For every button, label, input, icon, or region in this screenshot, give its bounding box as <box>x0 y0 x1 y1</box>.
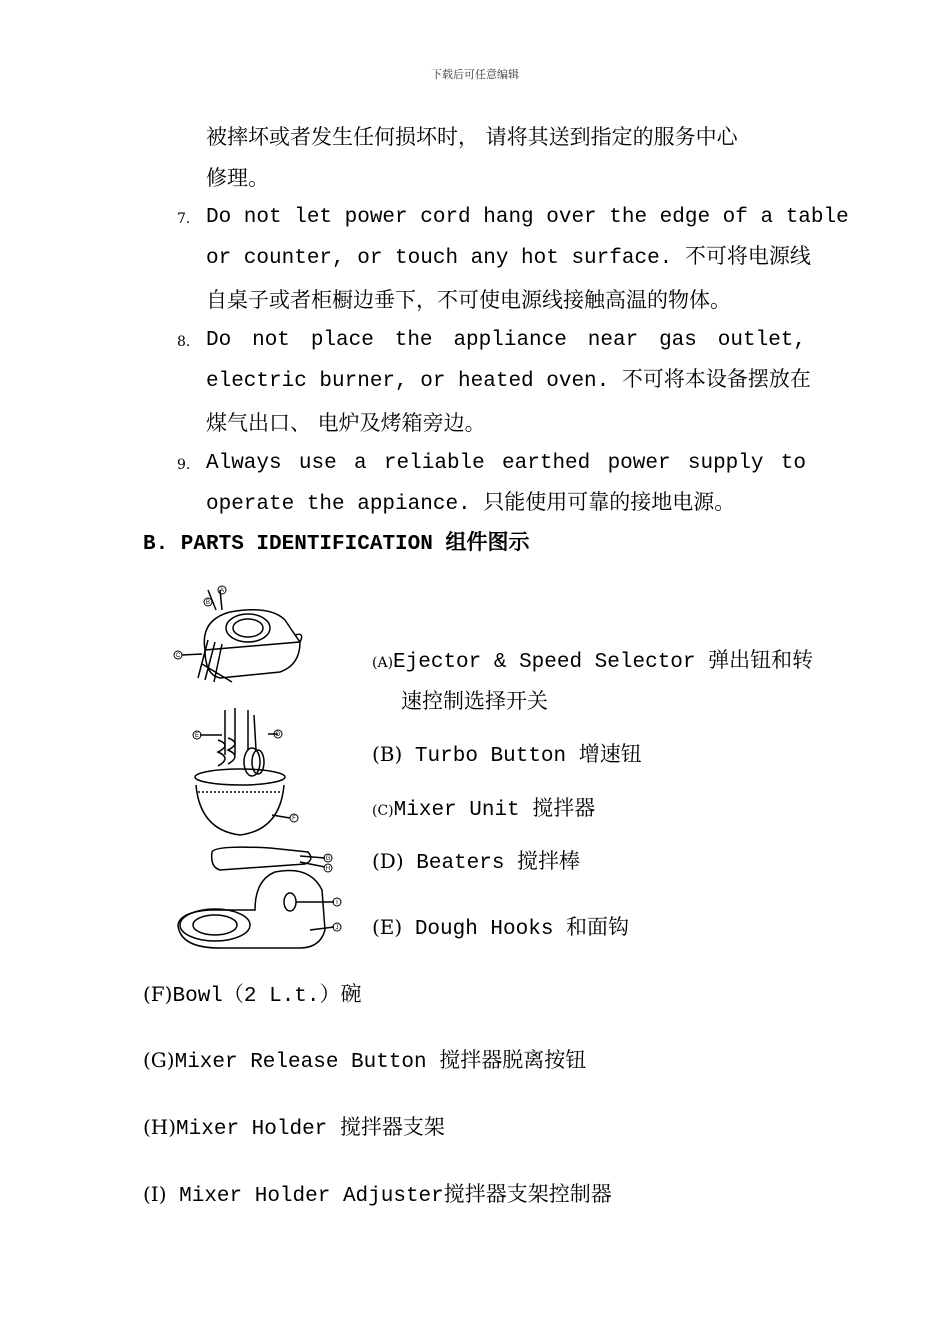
part-i-label: (I) <box>143 1182 167 1206</box>
part-h-label: (H) <box>143 1115 177 1139</box>
callout-c: C <box>175 653 181 659</box>
item-8-number: 8. <box>177 334 191 350</box>
part-b-label: (B) <box>372 742 403 766</box>
item-8-line-3: 煤气出口、 电炉及烤箱旁边。 <box>206 411 486 435</box>
part-f <box>143 980 362 1011</box>
part-i-text: Mixer Holder Adjuster搅拌器支架控制器 <box>166 1185 612 1208</box>
part-d <box>372 847 580 878</box>
mixer-holder-drawing <box>212 847 325 870</box>
intro-line-1: 被摔坏或者发生任何损坏时， 请将其送到指定的服务中心 <box>206 125 738 149</box>
beaters-and-hooks-drawing <box>200 708 278 776</box>
part-h <box>143 1113 445 1144</box>
part-e-text: Dough Hooks 和面钩 <box>402 918 630 941</box>
section-heading: B. PARTS IDENTIFICATION 组件图示 <box>143 533 530 556</box>
mixer-parts-diagram <box>160 580 360 960</box>
part-c <box>372 794 595 825</box>
part-d-text: Beaters 搅拌棒 <box>403 852 581 875</box>
callout-h: H <box>325 866 331 872</box>
part-a-text: Ejector & Speed Selector 弹出钮和转 <box>393 651 814 674</box>
intro-line-2: 修理。 <box>206 166 269 190</box>
part-a-label: (A) <box>372 655 394 671</box>
callout-i: I <box>336 900 338 906</box>
part-c-label: (C) <box>372 803 394 819</box>
item-7-number: 7. <box>177 211 191 227</box>
part-b-text: Turbo Button 增速钮 <box>402 745 642 768</box>
callout-d: D <box>275 732 281 738</box>
item-8-line-1: Do not place the appliance near gas outlet, <box>206 329 806 352</box>
part-i <box>143 1180 612 1211</box>
item-8-line-2: electric burner, or heated oven. 不可将本设备摆放在 <box>206 370 811 393</box>
mixer-unit-drawing <box>198 610 302 682</box>
part-c-text: Mixer Unit 搅拌器 <box>393 799 596 822</box>
part-f-text: Bowl（2 L.t.）碗 <box>172 985 362 1008</box>
item-9-line-2: operate the appiance. 只能使用可靠的接地电源。 <box>206 493 736 516</box>
item-7-line-1: Do not let power cord hang over the edge of a table <box>206 206 849 229</box>
callout-e: E <box>194 733 200 739</box>
mixer-base-drawing <box>178 870 334 948</box>
page-header: 下载后可任意编辑 <box>431 68 519 81</box>
item-7-line-2: or counter, or touch any hot surface. 不可将电源线 <box>206 247 811 270</box>
item-9-number: 9. <box>177 457 191 473</box>
part-g-label: (G) <box>143 1048 175 1072</box>
part-e <box>372 913 629 944</box>
part-f-label: (F) <box>143 982 173 1006</box>
part-g <box>143 1046 586 1077</box>
part-a-text-cont: 速控制选择开关 <box>401 689 548 713</box>
part-a <box>372 646 813 677</box>
callout-a: A <box>219 588 225 594</box>
part-h-text: Mixer Holder 搅拌器支架 <box>176 1118 445 1141</box>
callout-b: B <box>205 600 211 606</box>
part-b <box>372 740 642 771</box>
item-9-line-1: Always use a reliable earthed power supply to <box>206 452 806 475</box>
item-7-line-3: 自桌子或者柜橱边垂下，不可使电源线接触高温的物体。 <box>206 288 731 312</box>
part-e-label: (E) <box>372 915 403 939</box>
callout-j: J <box>335 925 339 931</box>
callout-f: F <box>292 816 296 822</box>
bowl-drawing <box>195 769 290 835</box>
part-d-label: (D) <box>372 849 404 873</box>
part-g-text: Mixer Release Button 搅拌器脱离按钮 <box>174 1051 587 1074</box>
callout-g: G <box>325 856 331 862</box>
